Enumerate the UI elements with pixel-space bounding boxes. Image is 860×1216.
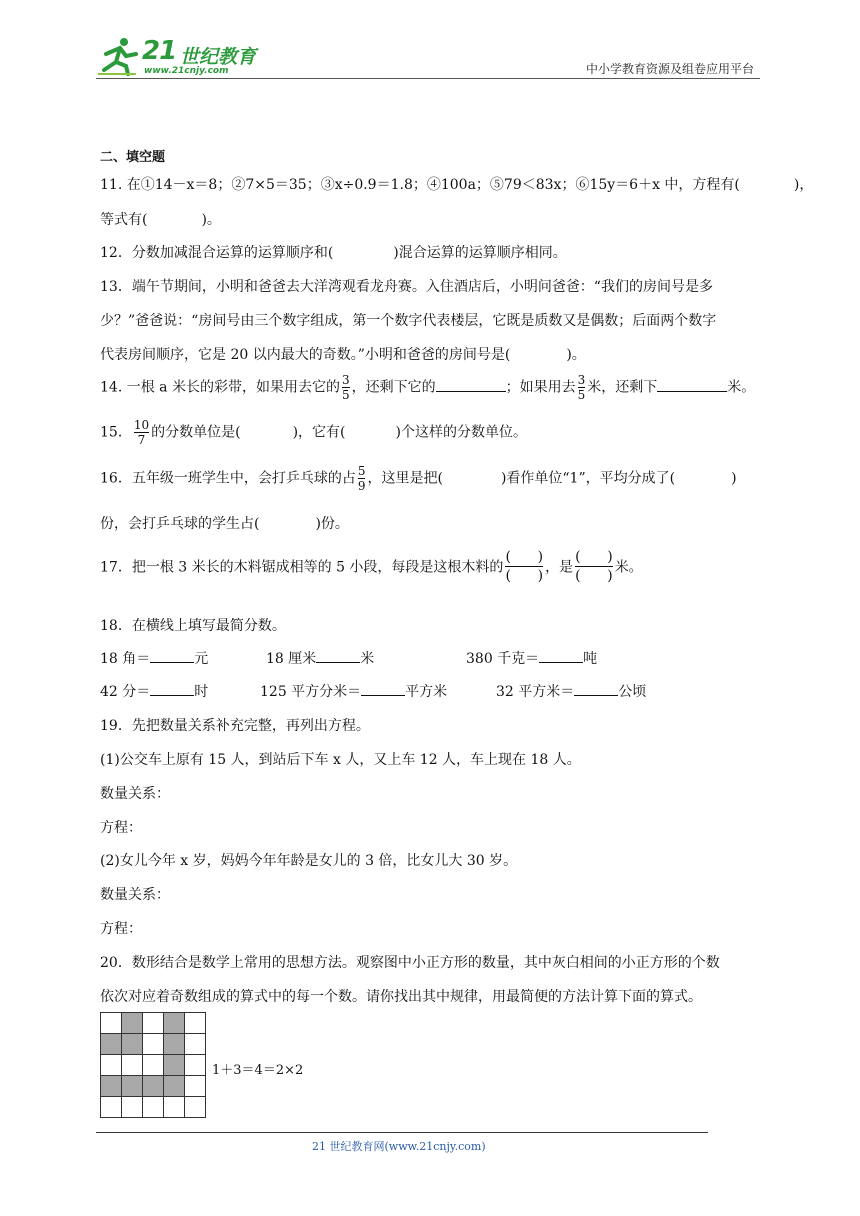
- answer-blank[interactable]: [436, 379, 506, 392]
- question-20-line1: 20．数形结合是数学上常用的思想方法。观察图中小正方形的数量，其中灰白相间的小正方形的个数: [100, 955, 720, 971]
- q14-text-e: 米。: [727, 379, 756, 396]
- grid-cell-white: [185, 1055, 206, 1076]
- q16-text-b: ，这里是把(: [367, 470, 443, 487]
- grid-row: [101, 1034, 206, 1055]
- site-logo: [96, 34, 266, 78]
- grid-cell-white: [143, 1034, 164, 1055]
- answer-blank[interactable]: [316, 650, 360, 663]
- footer-text: 21 世纪教育网(www.21cnjy.com): [312, 1140, 486, 1153]
- logo-number: 21: [142, 36, 177, 66]
- q18-label: 125 平方分米＝: [260, 684, 362, 700]
- section-title: 二、填空题: [100, 150, 166, 165]
- q13-end: )。: [566, 347, 586, 363]
- q11-text: 11. 在①14－x＝8；②7×5＝35；③x÷0.9＝1.8；④100a；⑤79＜83x；⑥15y＝6＋x 中，方程有(: [100, 177, 740, 193]
- q18-unit: 时: [194, 684, 209, 700]
- q18-item: [100, 681, 208, 701]
- q14-text-c: ；如果用去: [505, 379, 576, 396]
- q18-item: [260, 681, 447, 701]
- header-tagline: 中小学教育资源及组卷应用平台: [585, 62, 754, 76]
- answer-blank[interactable]: [657, 379, 727, 392]
- q15-text-a: 的分数单位是(: [151, 424, 241, 441]
- grid-cell-white: [101, 1097, 122, 1118]
- q18-label: 32 平方米＝: [496, 684, 575, 700]
- grid-cell-gray: [143, 1076, 164, 1097]
- grid-cell-gray: [164, 1013, 185, 1034]
- question-11-line2: [100, 209, 221, 229]
- answer-blank[interactable]: [539, 650, 583, 663]
- q16-text-end: )份。: [315, 516, 349, 532]
- q19-relation-1: 数量关系：: [100, 786, 170, 802]
- header-divider: [96, 78, 760, 79]
- paren-blank: ( ): [505, 568, 544, 584]
- answer-blank[interactable]: [574, 683, 618, 696]
- q15-fraction: [134, 418, 149, 447]
- q18-unit: 元: [194, 651, 209, 667]
- answer-blank[interactable]: [150, 683, 194, 696]
- question-13-line1: 13．端午节期间，小明和爸爸去大洋湾观看龙舟赛。入住酒店后，小明问爸爸：“我们的房间号是多: [100, 279, 713, 295]
- question-18-title: 18．在横线上填写最简分数。: [100, 618, 286, 634]
- q18-unit: 公顷: [618, 684, 647, 700]
- fraction-denominator: 5: [577, 388, 586, 402]
- logo-text: 世纪教育: [180, 46, 257, 68]
- fraction-numerator: 3: [341, 373, 350, 387]
- q14-fraction-2: [578, 373, 586, 402]
- q14-text-b: ，还剩下它的: [351, 379, 436, 396]
- grid-cell-white: [122, 1097, 143, 1118]
- question-13-line3: [100, 344, 586, 364]
- q16-text-c: )看作单位“1”，平均分成了(: [500, 470, 676, 487]
- q14-text-d: 米，还剩下: [587, 379, 658, 396]
- grid-cell-white: [185, 1034, 206, 1055]
- question-16-line1: [100, 464, 737, 493]
- grid-cell-white: [143, 1097, 164, 1118]
- q17-fraction-blank-2[interactable]: [575, 548, 613, 585]
- q18-label: 18 角＝: [100, 651, 151, 667]
- grid-cell-gray: [101, 1076, 122, 1097]
- q12-text: 12．分数加减混合运算的运算顺序和(: [100, 245, 334, 261]
- grid-cell-gray: [122, 1076, 143, 1097]
- fraction-denominator: 7: [137, 433, 146, 447]
- q18-label: 42 分＝: [100, 684, 151, 700]
- q18-item: [266, 648, 374, 668]
- q17-text-b: ，是: [545, 559, 574, 576]
- answer-blank[interactable]: [361, 683, 405, 696]
- question-20-line2: 依次对应着奇数组成的算式中的每一个数。请你找出其中规律，用最简便的方法计算下面的算式。: [100, 989, 702, 1005]
- grid-cell-white: [122, 1055, 143, 1076]
- grid-cell-white: [101, 1055, 122, 1076]
- q19-equation-2: 方程：: [100, 921, 142, 937]
- q18-label: 18 厘米: [266, 651, 317, 667]
- grid-row: [101, 1076, 206, 1097]
- grid-row: [101, 1097, 206, 1118]
- question-11-line1: [100, 174, 813, 194]
- square-grid-figure: [100, 1012, 206, 1118]
- q18-item: [496, 681, 646, 701]
- question-12: [100, 242, 567, 262]
- grid-row: [101, 1055, 206, 1076]
- paren-blank: ( ): [575, 549, 613, 565]
- grid-row: [101, 1013, 206, 1034]
- q18-item: [100, 648, 208, 668]
- grid-cell-gray: [164, 1076, 185, 1097]
- question-14: [100, 373, 755, 402]
- question-17: [100, 548, 643, 585]
- grid-cell-white: [185, 1097, 206, 1118]
- question-15: [100, 418, 527, 447]
- fraction-denominator: 9: [357, 479, 366, 493]
- q16-text-line2: 份，会打乒乓球的学生占(: [100, 516, 260, 532]
- q16-text-d: ): [731, 470, 737, 487]
- grid-cell-gray: [122, 1013, 143, 1034]
- q18-label: 380 千克＝: [466, 651, 540, 667]
- q11-text2: 等式有(: [100, 212, 148, 228]
- q17-fraction-blank-1[interactable]: [505, 548, 543, 585]
- q11-end2: )。: [201, 212, 221, 228]
- q17-text-a: 17．把一根 3 米长的木料锯成相等的 5 小段，每段是这根木料的: [100, 559, 504, 576]
- grid-cell-white: [185, 1013, 206, 1034]
- q16-text-a: 16．五年级一班学生中，会打乒乓球的占: [100, 470, 356, 487]
- q12-end: )混合运算的运算顺序相同。: [393, 245, 567, 261]
- grid-table: [100, 1012, 206, 1118]
- fraction-numerator: 10: [133, 418, 150, 432]
- q13-text: 代表房间顺序，它是 20 以内最大的奇数。”小明和爸爸的房间号是(: [100, 347, 511, 363]
- q16-fraction: [358, 464, 366, 493]
- runner-icon: [96, 36, 140, 76]
- grid-cell-gray: [122, 1034, 143, 1055]
- grid-cell-gray: [164, 1034, 185, 1055]
- paren-blank: ( ): [505, 549, 544, 565]
- q18-unit: 吨: [583, 651, 598, 667]
- grid-cell-white: [101, 1013, 122, 1034]
- question-13-line2: 少？”爸爸说：“房间号由三个数字组成，第一个数字代表楼层，它既是质数又是偶数；后面两个数字: [100, 313, 717, 329]
- q19-equation-1: 方程：: [100, 820, 142, 836]
- q18-item: [466, 648, 597, 668]
- q15-text-c: )个这样的分数单位。: [395, 424, 527, 441]
- q19-relation-2: 数量关系：: [100, 887, 170, 903]
- q15-number: 15．: [100, 424, 132, 441]
- grid-cell-white: [164, 1097, 185, 1118]
- question-19-title: 19．先把数量关系补充完整，再列出方程。: [100, 718, 370, 734]
- grid-cell-gray: [101, 1034, 122, 1055]
- q14-fraction-1: [342, 373, 350, 402]
- grid-cell-gray: [164, 1055, 185, 1076]
- q14-text-a: 14. 一根 a 米长的彩带，如果用去它的: [100, 379, 340, 396]
- q20-formula: 1＋3＝4＝2×2: [212, 1063, 304, 1078]
- q18-unit: 平方米: [405, 684, 448, 700]
- grid-cell-white: [143, 1055, 164, 1076]
- paren-blank: ( ): [575, 568, 613, 584]
- logo-url: www.21cnjy.com: [144, 66, 229, 76]
- q15-text-b: )，它有(: [292, 424, 346, 441]
- footer-divider: [96, 1132, 708, 1133]
- grid-cell-white: [143, 1013, 164, 1034]
- fraction-denominator: 5: [341, 388, 350, 402]
- q19-part-1: (1)公交车上原有 15 人，到站后下车 x 人，又上车 12 人，车上现在 18 人。: [100, 752, 581, 768]
- answer-blank[interactable]: [150, 650, 194, 663]
- grid-cell-white: [185, 1076, 206, 1097]
- q18-unit: 米: [360, 651, 375, 667]
- q11-end: )，: [793, 177, 814, 193]
- fraction-numerator: 3: [577, 373, 586, 387]
- q19-part-2: (2)女儿今年 x 岁，妈妈今年年龄是女儿的 3 倍，比女儿大 30 岁。: [100, 853, 518, 869]
- fraction-numerator: 5: [357, 464, 366, 478]
- question-16-line2: [100, 513, 349, 533]
- q17-text-c: 米。: [614, 559, 643, 576]
